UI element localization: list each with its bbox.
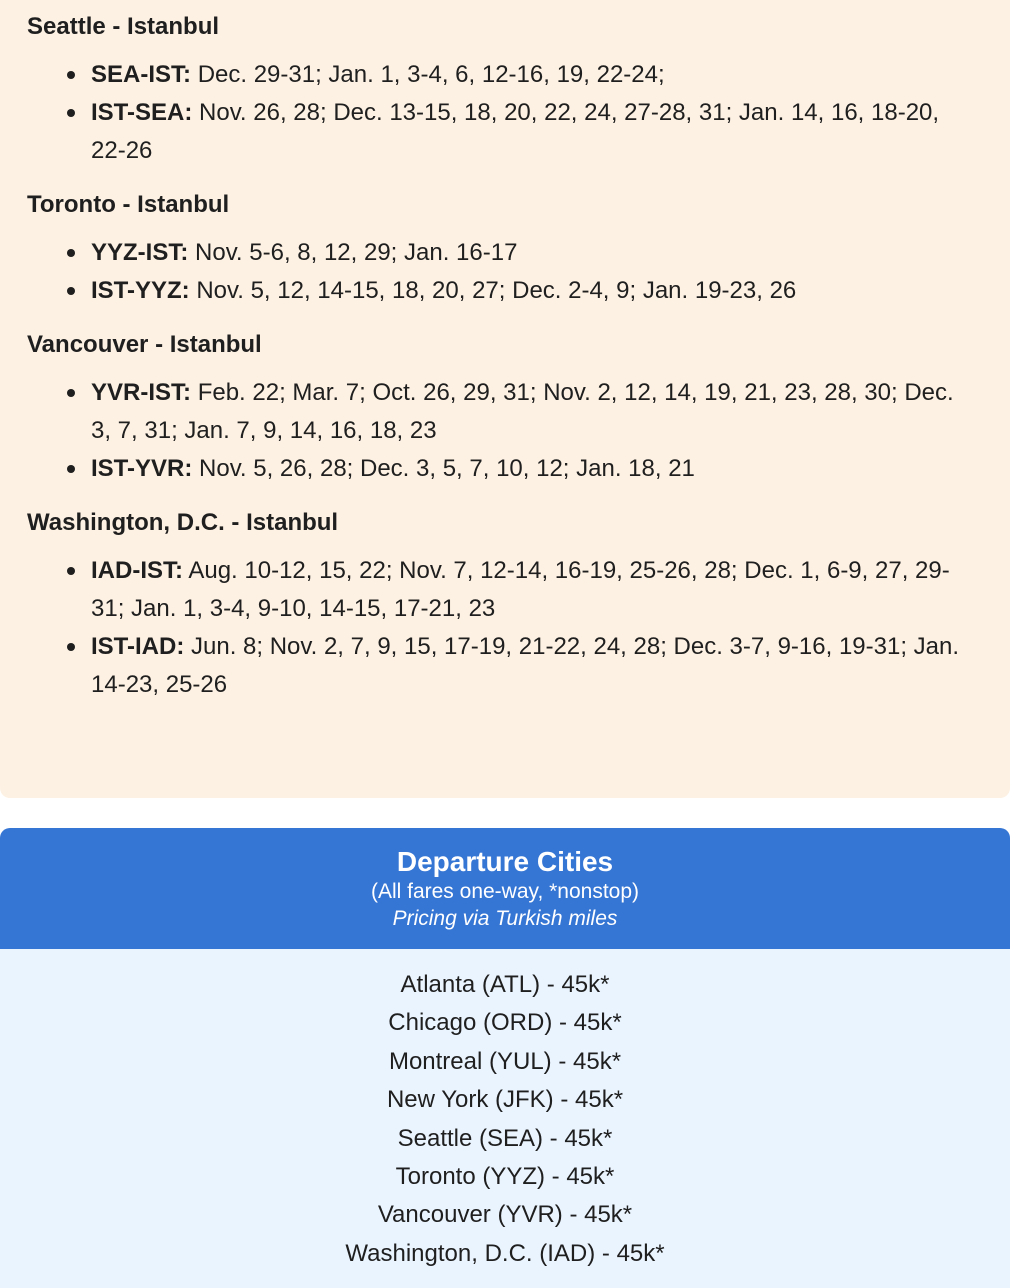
route-item-ist-yyz [0,272,1010,310]
pricing-note: Pricing via Turkish miles [392,907,618,930]
route-item-ist-iad [0,628,1010,704]
route-item-yvr-ist [0,374,1010,450]
route-date-list [0,374,1010,488]
bullet-icon [67,465,75,473]
route-date-list [0,552,1010,704]
route-code: IST-IAD: [91,633,185,660]
route-item-iad-ist [0,552,1010,628]
route-code: IST-SEA: [91,99,193,126]
route-heading: Vancouver - Istanbul [27,331,262,358]
bullet-icon [67,567,75,575]
city-item-new-york: New York (JFK) - 45k* [386,1086,624,1114]
bullet-icon [67,643,75,651]
city-item-montreal: Montreal (YUL) - 45k* [388,1047,622,1075]
route-dates: Nov. 5, 26, 28; Dec. 3, 5, 7, 10, 12; Jan. 18, 21 [199,455,695,482]
city-item-toronto: Toronto (YYZ) - 45k* [395,1163,615,1191]
bullet-icon [67,389,75,397]
route-group-washington [0,504,1010,704]
route-item-ist-sea [0,94,1010,170]
route-dates: Feb. 22; Mar. 7; Oct. 26, 29, 31; Nov. 2, 12, 14, 19, 21, 23, 28, 30; Dec. 3, 7, 31; Jan. 7, 9, 14, 16, 18, 23 [91,379,954,444]
route-item-yyz-ist [0,234,1010,272]
bullet-icon [67,71,75,79]
route-group-toronto [0,186,1010,310]
departure-subtitle: (All fares one-way, *nonstop) [370,880,640,903]
route-dates: Jun. 8; Nov. 2, 7, 9, 15, 17-19, 21-22, 24, 28; Dec. 3-7, 9-16, 19-31; Jan. 14-23, 25-26 [91,633,960,698]
bullet-icon [67,287,75,295]
bullet-icon [67,109,75,117]
route-heading: Toronto - Istanbul [27,191,230,218]
departure-cities-card [0,828,1010,1288]
city-item-washington: Washington, D.C. (IAD) - 45k* [345,1239,665,1267]
route-code: YYZ-IST: [91,239,189,266]
route-group-seattle [0,8,1010,170]
bullet-icon [67,249,75,257]
route-heading: Washington, D.C. - Istanbul [27,509,339,536]
route-dates: Aug. 10-12, 15, 22; Nov. 7, 12-14, 16-19, 25-26, 28; Dec. 1, 6-9, 27, 29-31; Jan. 1, 3-4, 9-10, 14-15, 17-21, 23 [91,557,950,622]
route-code: IST-YVR: [91,455,193,482]
route-code: YVR-IST: [91,379,192,406]
route-group-vancouver [0,326,1010,488]
route-date-list [0,234,1010,310]
city-item-vancouver: Vancouver (YVR) - 45k* [377,1201,633,1229]
route-dates: Nov. 5-6, 8, 12, 29; Jan. 16-17 [195,239,518,266]
route-code: IAD-IST: [91,557,183,584]
departure-title: Departure Cities [396,846,614,877]
city-item-seattle: Seattle (SEA) - 45k* [397,1124,613,1152]
route-date-list [0,56,1010,170]
city-item-atlanta: Atlanta (ATL) - 45k* [400,971,610,998]
city-item-chicago: Chicago (ORD) - 45k* [388,1009,622,1037]
route-item-sea-ist [0,56,1010,94]
departure-cities-header [0,828,1010,949]
route-item-ist-yvr [0,450,1010,488]
departure-city-list [0,949,1010,1273]
route-code: SEA-IST: [91,61,192,88]
route-dates: Nov. 5, 12, 14-15, 18, 20, 27; Dec. 2-4, 9; Jan. 19-23, 26 [196,277,797,304]
route-dates: Dec. 29-31; Jan. 1, 3-4, 6, 12-16, 19, 22-24; [197,61,665,88]
route-heading: Seattle - Istanbul [27,13,220,40]
route-code: IST-YYZ: [91,277,190,304]
route-dates: Nov. 26, 28; Dec. 13-15, 18, 20, 22, 24, 27-28, 31; Jan. 14, 16, 18-20, 22-26 [91,99,940,164]
